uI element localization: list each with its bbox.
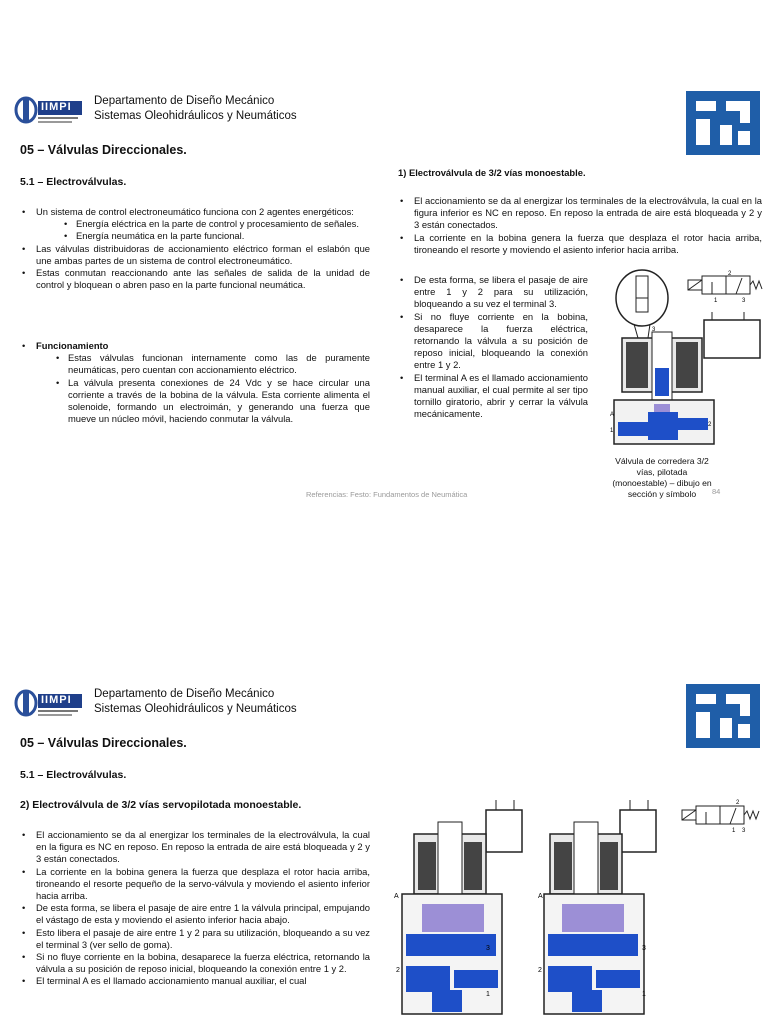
symbol-port-2: 2 [736, 800, 740, 806]
iimpi-logo [14, 686, 84, 718]
agents-list [36, 218, 370, 242]
servo-valve-active [538, 800, 656, 1014]
right-heading: 1) Electroválvula de 3/2 vías monoestable. [398, 167, 586, 178]
list-item: • Energía neumática en la parte funcional. [62, 230, 370, 242]
functioning-heading: Funcionamiento [36, 340, 109, 351]
symbol-port-1: 1 [732, 828, 736, 834]
right-bullets-top [398, 195, 762, 256]
valve-symbol-1 [686, 270, 766, 304]
port-3-label: 3 [642, 945, 646, 952]
course-name: Sistemas Oleohidráulicos y Neumáticos [94, 110, 297, 122]
list-item: • La corriente en la bobina genera la fuerza que desplaza el rotor hacia arriba, tironeando el resorte pequeño de la servo-válvula y moviendo el asiento inferior hacia arriba. [20, 866, 370, 903]
valve-symbol-2 [680, 798, 764, 834]
port-1-label: 1 [610, 428, 614, 434]
port-2-label: 2 [396, 967, 400, 974]
port-3-label: 3 [652, 327, 656, 333]
figure-caption: Válvula de corredera 3/2 vías, pilotada (monoestable) – dibujo en sección y símbolo [612, 456, 712, 499]
symbol-port-3: 3 [742, 298, 746, 304]
functioning-block [20, 340, 370, 425]
list-item: • Un sistema de control electroneumático funciona con 2 agentes energéticos: • Energía eléctrica en la parte de control y procesamiento de señales. • Energía neumática en la parte funcional. [20, 206, 370, 243]
list-item: • Estas conmutan reaccionando ante las señales de salida de la unidad de control y bloquean o abren paso en la parte funcional neumática. [20, 267, 370, 291]
left-bullets [20, 206, 370, 291]
symbol-port-2: 2 [728, 271, 732, 277]
faculty-logo-icon [686, 91, 760, 155]
port-3-label: 3 [486, 945, 490, 952]
reference-text: Referencias: Festo: Fundamentos de Neumática [306, 490, 468, 499]
port-1-label: 1 [486, 991, 490, 998]
port-a-label: A [538, 893, 543, 900]
list-item: • La corriente en la bobina genera la fuerza que desplaza el rotor hacia arriba, tironeando el resorte y moviendo el asiento inferior hacia arriba. [398, 232, 762, 256]
right-bullets-bottom [398, 274, 588, 420]
slide2-bullets [20, 829, 370, 988]
list-item: • De esta forma, se libera el pasaje de aire entre 1 la válvula principal, empujando el vástago de esta y moviendo el asiento inferior hacia abajo. [20, 902, 370, 926]
slide-2 [0, 512, 768, 1024]
section-title: 5.1 – Electroválvulas. [20, 176, 127, 188]
list-item: • El terminal A es el llamado accionamiento manual auxiliar, el cual [20, 975, 370, 987]
symbol-port-3: 3 [742, 828, 746, 834]
logo-text: IIMPI [41, 694, 72, 706]
port-1-label: 1 [642, 991, 646, 998]
port-2-label: 2 [708, 422, 712, 428]
faculty-logo-icon [686, 684, 760, 748]
slide-1 [0, 0, 768, 512]
port-2-label: 2 [538, 967, 542, 974]
list-item: • Energía eléctrica en la parte de control y procesamiento de señales. [62, 218, 370, 230]
list-item: • Estas válvulas funcionan internamente como las de puramente neumáticas, pero cuentan con accionamiento eléctrico. [54, 352, 370, 376]
port-a-label: A [610, 412, 615, 418]
list-item: • Si no fluye corriente en la bobina, desaparece la fuerza eléctrica, retornando la válvula a su posición de reposo inicial, bloqueando la conexión entre 1 y 2. [20, 951, 370, 975]
page-number: 84 [712, 487, 721, 496]
subheading: 2) Electroválvula de 3/2 vías servopilotada monoestable. [20, 799, 302, 811]
list-item: • El accionamiento se da al energizar los terminales de la electroválvula, la cual en la figura inferior es NC en reposo. En reposo la entrada de aire está bloqueada y 2 y 3 están conectados. [398, 195, 762, 232]
functioning-list [36, 352, 370, 425]
list-item: • De esta forma, se libera el pasaje de aire entre 1 y 2 para su utilización, bloqueando a su vez el terminal 3. [398, 274, 588, 311]
department-name: Departamento de Diseño Mecánico [94, 95, 275, 107]
servo-valve-diagrams [392, 794, 682, 1024]
department-name: Departamento de Diseño Mecánico [94, 688, 275, 700]
list-item: • El accionamiento se da al energizar los terminales de la electroválvula, la cual en la figura es NC en reposo. En reposo la entrada de aire está bloqueada y 2 y 3 están conectados. [20, 829, 370, 866]
slide-title: 05 – Válvulas Direccionales. [20, 143, 187, 157]
list-item: • El terminal A es el llamado accionamiento manual auxiliar, el cual permite al ser tipo tornillo giratorio, abrir y cerrar la válvula mecánicamente. [398, 372, 588, 421]
list-item: • La válvula presenta conexiones de 24 Vdc y se hace circular una corriente a través de la bobina de la válvula. Esta corriente alimenta el solenoide, formando un electroimán, y generando una fuerza que mueve un núcleo móvil, haciendo conmutar la válvula. [54, 377, 370, 426]
list-item: • Esto libera el pasaje de aire entre 1 y 2 para su utilización, bloqueando a su vez el terminal 3 (ver sello de goma). [20, 927, 370, 951]
list-item [20, 340, 370, 425]
port-a-label: A [394, 893, 399, 900]
servo-valve-rest [394, 800, 522, 1014]
iimpi-logo [14, 93, 84, 125]
logo-text: IIMPI [41, 101, 72, 113]
symbol-port-1: 1 [714, 298, 718, 304]
list-item: • Si no fluye corriente en la bobina, desaparece la fuerza eléctrica, retornando la válvula a su posición de reposo inicial, bloqueando la conexión entre 1 y 2. [398, 311, 588, 372]
course-name: Sistemas Oleohidráulicos y Neumáticos [94, 703, 297, 715]
section-title: 5.1 – Electroválvulas. [20, 769, 127, 781]
list-item: • Las válvulas distribuidoras de accionamiento eléctrico forman el eslabón que une ambas partes de un sistema de control electroneumático. [20, 243, 370, 267]
slide-title: 05 – Válvulas Direccionales. [20, 736, 187, 750]
